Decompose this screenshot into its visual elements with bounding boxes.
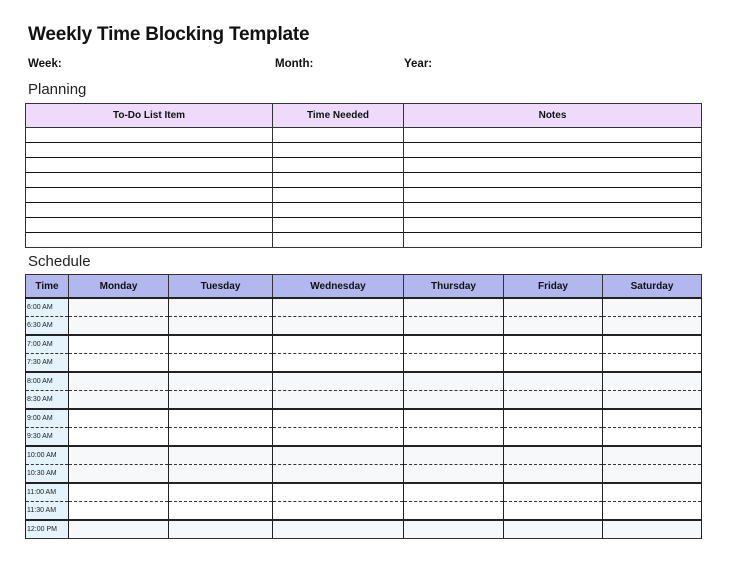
col-friday: Friday xyxy=(504,275,603,299)
schedule-cell-tuesday[interactable] xyxy=(169,391,273,410)
schedule-cell-tuesday[interactable] xyxy=(169,298,273,317)
planning-cell[interactable] xyxy=(404,203,702,218)
schedule-cell-friday[interactable] xyxy=(504,465,603,484)
planning-row xyxy=(26,233,702,248)
col-thursday: Thursday xyxy=(404,275,504,299)
schedule-cell-thursday[interactable] xyxy=(404,391,504,410)
schedule-cell-friday[interactable] xyxy=(504,372,603,391)
schedule-row xyxy=(26,446,702,465)
schedule-row xyxy=(26,391,702,410)
schedule-cell-wednesday[interactable] xyxy=(273,391,404,410)
schedule-heading: Schedule xyxy=(28,253,91,270)
schedule-cell-saturday[interactable] xyxy=(603,483,702,502)
month-label: Month: xyxy=(275,58,314,70)
planning-heading: Planning xyxy=(28,81,87,98)
schedule-cell-tuesday[interactable] xyxy=(169,317,273,336)
schedule-cell-friday[interactable] xyxy=(504,502,603,521)
time-label: 10:30 AM xyxy=(26,465,69,484)
schedule-cell-tuesday[interactable] xyxy=(169,335,273,354)
schedule-cell-monday[interactable] xyxy=(69,335,169,354)
planning-cell[interactable] xyxy=(404,233,702,248)
schedule-cell-monday[interactable] xyxy=(69,409,169,428)
schedule-cell-thursday[interactable] xyxy=(404,372,504,391)
schedule-cell-saturday[interactable] xyxy=(603,446,702,465)
schedule-cell-wednesday[interactable] xyxy=(273,335,404,354)
schedule-cell-monday[interactable] xyxy=(69,483,169,502)
schedule-cell-friday[interactable] xyxy=(504,483,603,502)
schedule-cell-monday[interactable] xyxy=(69,428,169,447)
col-saturday: Saturday xyxy=(603,275,702,299)
schedule-cell-wednesday[interactable] xyxy=(273,354,404,373)
planning-cell[interactable] xyxy=(26,218,273,233)
planning-cell[interactable] xyxy=(26,143,273,158)
page-title: Weekly Time Blocking Template xyxy=(28,24,310,45)
schedule-cell-tuesday[interactable] xyxy=(169,428,273,447)
schedule-row xyxy=(26,483,702,502)
schedule-cell-thursday[interactable] xyxy=(404,446,504,465)
time-label: 6:30 AM xyxy=(26,317,69,336)
schedule-cell-friday[interactable] xyxy=(504,428,603,447)
schedule-cell-thursday[interactable] xyxy=(404,428,504,447)
schedule-cell-tuesday[interactable] xyxy=(169,354,273,373)
time-label: 9:00 AM xyxy=(26,409,69,428)
planning-cell[interactable] xyxy=(273,158,404,173)
planning-cell[interactable] xyxy=(273,188,404,203)
planning-table xyxy=(25,103,702,248)
planning-cell[interactable] xyxy=(404,173,702,188)
time-label: 7:00 AM xyxy=(26,335,69,354)
planning-cell[interactable] xyxy=(404,158,702,173)
schedule-cell-thursday[interactable] xyxy=(404,335,504,354)
schedule-cell-saturday[interactable] xyxy=(603,372,702,391)
schedule-cell-monday[interactable] xyxy=(69,354,169,373)
schedule-cell-saturday[interactable] xyxy=(603,465,702,484)
planning-row xyxy=(26,173,702,188)
schedule-row xyxy=(26,409,702,428)
schedule-cell-saturday[interactable] xyxy=(603,520,702,539)
schedule-row xyxy=(26,298,702,317)
schedule-cell-monday[interactable] xyxy=(69,502,169,521)
schedule-row xyxy=(26,465,702,484)
schedule-cell-saturday[interactable] xyxy=(603,298,702,317)
schedule-cell-wednesday[interactable] xyxy=(273,298,404,317)
schedule-row xyxy=(26,428,702,447)
schedule-cell-wednesday[interactable] xyxy=(273,409,404,428)
planning-row xyxy=(26,188,702,203)
schedule-cell-friday[interactable] xyxy=(504,354,603,373)
schedule-cell-monday[interactable] xyxy=(69,317,169,336)
schedule-cell-saturday[interactable] xyxy=(603,391,702,410)
schedule-cell-wednesday[interactable] xyxy=(273,372,404,391)
schedule-cell-wednesday[interactable] xyxy=(273,465,404,484)
planning-row xyxy=(26,218,702,233)
time-label: 11:30 AM xyxy=(26,502,69,521)
planning-cell[interactable] xyxy=(26,158,273,173)
time-label: 8:30 AM xyxy=(26,391,69,410)
planning-cell[interactable] xyxy=(404,128,702,143)
schedule-cell-saturday[interactable] xyxy=(603,502,702,521)
planning-cell[interactable] xyxy=(26,173,273,188)
schedule-cell-monday[interactable] xyxy=(69,391,169,410)
time-label: 7:30 AM xyxy=(26,354,69,373)
schedule-cell-friday[interactable] xyxy=(504,520,603,539)
schedule-table xyxy=(25,274,702,539)
schedule-cell-saturday[interactable] xyxy=(603,335,702,354)
schedule-cell-monday[interactable] xyxy=(69,520,169,539)
schedule-cell-monday[interactable] xyxy=(69,298,169,317)
planning-cell[interactable] xyxy=(26,203,273,218)
schedule-row xyxy=(26,335,702,354)
planning-row xyxy=(26,128,702,143)
schedule-cell-friday[interactable] xyxy=(504,298,603,317)
planning-cell[interactable] xyxy=(273,143,404,158)
col-time: Time xyxy=(26,275,69,299)
schedule-cell-tuesday[interactable] xyxy=(169,465,273,484)
schedule-cell-saturday[interactable] xyxy=(603,428,702,447)
schedule-cell-thursday[interactable] xyxy=(404,520,504,539)
planning-cell[interactable] xyxy=(26,188,273,203)
planning-cell[interactable] xyxy=(26,128,273,143)
schedule-cell-tuesday[interactable] xyxy=(169,446,273,465)
planning-row xyxy=(26,203,702,218)
schedule-cell-thursday[interactable] xyxy=(404,465,504,484)
schedule-cell-tuesday[interactable] xyxy=(169,409,273,428)
schedule-cell-friday[interactable] xyxy=(504,391,603,410)
planning-cell[interactable] xyxy=(273,128,404,143)
schedule-cell-wednesday[interactable] xyxy=(273,502,404,521)
planning-cell[interactable] xyxy=(273,203,404,218)
schedule-cell-thursday[interactable] xyxy=(404,483,504,502)
schedule-row xyxy=(26,317,702,336)
col-tuesday: Tuesday xyxy=(169,275,273,299)
schedule-cell-tuesday[interactable] xyxy=(169,372,273,391)
schedule-cell-wednesday[interactable] xyxy=(273,483,404,502)
schedule-cell-thursday[interactable] xyxy=(404,298,504,317)
planning-row xyxy=(26,143,702,158)
year-label: Year: xyxy=(404,58,433,70)
planning-row xyxy=(26,158,702,173)
schedule-cell-wednesday[interactable] xyxy=(273,520,404,539)
schedule-row xyxy=(26,520,702,539)
schedule-cell-monday[interactable] xyxy=(69,372,169,391)
schedule-row xyxy=(26,354,702,373)
planning-cell[interactable] xyxy=(26,233,273,248)
col-monday: Monday xyxy=(69,275,169,299)
planning-cell[interactable] xyxy=(404,143,702,158)
schedule-cell-thursday[interactable] xyxy=(404,502,504,521)
planning-cell[interactable] xyxy=(273,233,404,248)
schedule-cell-wednesday[interactable] xyxy=(273,428,404,447)
schedule-cell-friday[interactable] xyxy=(504,335,603,354)
schedule-cell-thursday[interactable] xyxy=(404,409,504,428)
time-label: 9:30 AM xyxy=(26,428,69,447)
schedule-cell-friday[interactable] xyxy=(504,409,603,428)
planning-cell[interactable] xyxy=(273,173,404,188)
schedule-cell-thursday[interactable] xyxy=(404,354,504,373)
planning-cell[interactable] xyxy=(273,218,404,233)
schedule-row xyxy=(26,502,702,521)
schedule-cell-saturday[interactable] xyxy=(603,409,702,428)
time-label: 6:00 AM xyxy=(26,298,69,317)
schedule-cell-friday[interactable] xyxy=(504,446,603,465)
col-todo: To-Do List Item xyxy=(26,104,273,128)
col-wednesday: Wednesday xyxy=(273,275,404,299)
schedule-cell-tuesday[interactable] xyxy=(169,520,273,539)
schedule-cell-wednesday[interactable] xyxy=(273,446,404,465)
schedule-cell-tuesday[interactable] xyxy=(169,483,273,502)
schedule-cell-saturday[interactable] xyxy=(603,354,702,373)
planning-cell[interactable] xyxy=(404,218,702,233)
schedule-cell-saturday[interactable] xyxy=(603,317,702,336)
time-label: 10:00 AM xyxy=(26,446,69,465)
col-notes: Notes xyxy=(404,104,702,128)
time-label: 8:00 AM xyxy=(26,372,69,391)
schedule-row xyxy=(26,372,702,391)
schedule-cell-friday[interactable] xyxy=(504,317,603,336)
time-label: 12:00 PM xyxy=(26,520,69,539)
schedule-cell-tuesday[interactable] xyxy=(169,502,273,521)
week-label: Week: xyxy=(28,58,62,70)
schedule-cell-monday[interactable] xyxy=(69,465,169,484)
schedule-cell-monday[interactable] xyxy=(69,446,169,465)
time-label: 11:00 AM xyxy=(26,483,69,502)
planning-cell[interactable] xyxy=(404,188,702,203)
col-time-needed: Time Needed xyxy=(273,104,404,128)
schedule-cell-thursday[interactable] xyxy=(404,317,504,336)
schedule-cell-wednesday[interactable] xyxy=(273,317,404,336)
